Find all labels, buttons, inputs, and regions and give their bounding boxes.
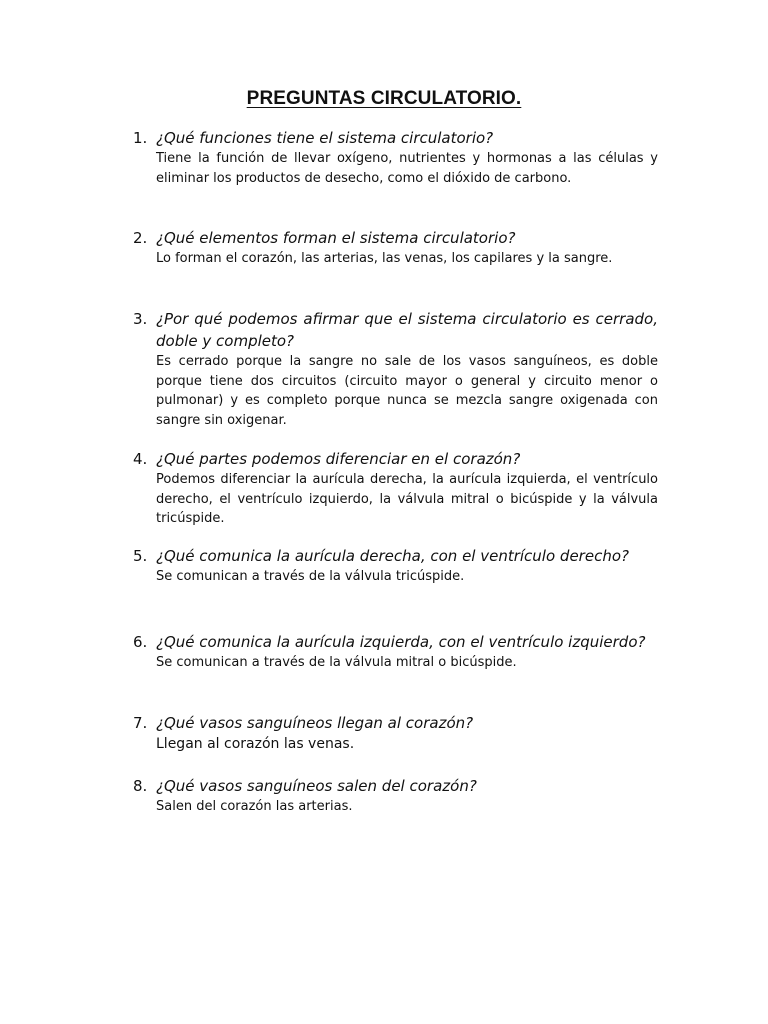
answer-6: Se comunican a través de la válvula mitral o bicúspide. — [156, 655, 517, 670]
page-title: PREGUNTAS CIRCULATORIO. — [246, 88, 522, 109]
question-number: 2. — [133, 229, 148, 247]
question-text: ¿Qué comunica la aurícula derecha, con el ventrículo derecho? — [156, 547, 629, 565]
question-number: 6. — [133, 633, 148, 651]
question-item-4 — [133, 448, 658, 529]
question-7 — [133, 712, 658, 734]
question-5 — [133, 545, 658, 567]
question-number: 1. — [133, 129, 148, 147]
question-item-2 — [133, 227, 658, 269]
question-item-6 — [133, 631, 658, 673]
answer-5: Se comunican a través de la válvula tricúspide. — [156, 569, 465, 584]
question-6 — [133, 631, 658, 653]
question-item-8 — [133, 775, 658, 817]
question-item-5 — [133, 545, 658, 587]
answer-4: Podemos diferenciar la aurícula derecha, la aurícula izquierda, el ventrículo derecho, el ventrículo izquierdo, la válvula mitral o bicúspide y la válvula tricúspide. — [156, 472, 658, 526]
question-text: ¿Qué partes podemos diferenciar en el corazón? — [156, 450, 521, 468]
question-text: ¿Qué funciones tiene el sistema circulatorio? — [156, 129, 494, 147]
question-2 — [133, 227, 658, 249]
question-item-3 — [133, 308, 658, 430]
question-number: 7. — [133, 714, 148, 732]
question-4 — [133, 448, 658, 470]
question-number: 4. — [133, 450, 148, 468]
question-number: 3. — [133, 310, 148, 328]
question-text: ¿Por qué podemos afirmar que el sistema circulatorio es cerrado, doble y completo? — [156, 310, 658, 350]
answer-8: Salen del corazón las arterias. — [156, 799, 353, 814]
question-item-1 — [133, 127, 658, 188]
answer-7: Llegan al corazón las venas. — [156, 736, 355, 752]
answer-2: Lo forman el corazón, las arterias, las venas, los capilares y la sangre. — [156, 251, 613, 266]
question-3 — [133, 308, 658, 352]
question-number: 5. — [133, 547, 148, 565]
question-text: ¿Qué elementos forman el sistema circulatorio? — [156, 229, 516, 247]
question-8 — [133, 775, 658, 797]
question-text: ¿Qué comunica la aurícula izquierda, con el ventrículo izquierdo? — [156, 633, 646, 651]
question-text: ¿Qué vasos sanguíneos salen del corazón? — [156, 777, 477, 795]
answer-1: Tiene la función de llevar oxígeno, nutrientes y hormonas a las células y eliminar los productos de desecho, como el dióxido de carbono. — [156, 151, 658, 186]
question-number: 8. — [133, 777, 148, 795]
question-text: ¿Qué vasos sanguíneos llegan al corazón? — [156, 714, 474, 732]
question-1 — [133, 127, 658, 149]
question-item-7 — [133, 712, 658, 754]
answer-3: Es cerrado porque la sangre no sale de los vasos sanguíneos, es doble porque tiene dos circuitos (circuito mayor o general y circuito menor o pulmonar) y es completo porque nunca se mezcla sangre oxigenada con sangre sin oxigenar. — [156, 354, 658, 428]
